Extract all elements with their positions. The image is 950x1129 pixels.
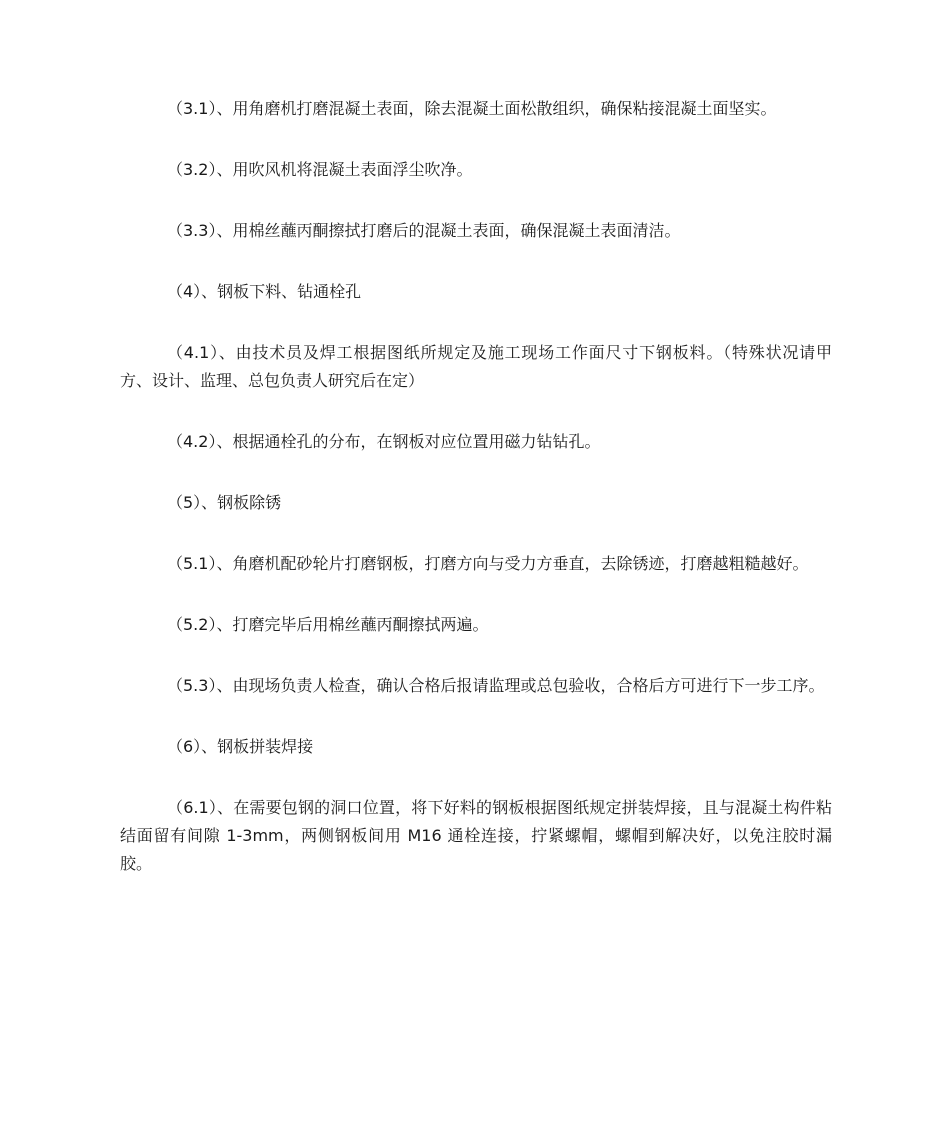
document-page — [120, 95, 832, 911]
paragraph-4-1: （4.1）、由技术员及焊工根据图纸所规定及施工现场工作面尺寸下钢板料。（特殊状况请甲方、设计、监理、总包负责人研究后在定） — [120, 343, 832, 390]
paragraph-5-2: （5.2）、打磨完毕后用棉丝蘸丙酮擦拭两遍。 — [167, 615, 489, 634]
paragraph-5-1: （5.1）、角磨机配砂轮片打磨钢板，打磨方向与受力方垂直，去除锈迹，打磨越粗糙越好。 — [167, 554, 809, 573]
section-heading-6: （6）、钢板拼装焊接 — [167, 737, 314, 756]
paragraph-3-3: （3.3）、用棉丝蘸丙酮擦拭打磨后的混凝土表面，确保混凝土表面清洁。 — [167, 221, 681, 240]
paragraph-5-3: （5.3）、由现场负责人检查，确认合格后报请监理或总包验收，合格后方可进行下一步工序。 — [167, 676, 825, 695]
paragraph-3-1: （3.1）、用角磨机打磨混凝土表面，除去混凝土面松散组织，确保粘接混凝土面坚实。 — [167, 99, 777, 118]
section-heading-4: （4）、钢板下料、钻通栓孔 — [167, 282, 362, 301]
paragraph-3-2: （3.2）、用吹风机将混凝土表面浮尘吹净。 — [167, 160, 473, 179]
section-heading-5: （5）、钢板除锈 — [167, 493, 282, 512]
paragraph-6-1: （6.1）、在需要包钢的洞口位置，将下好料的钢板根据图纸规定拼装焊接，且与混凝土构件粘结面留有间隙 1-3mm，两侧钢板间用 M16 通栓连接，拧紧螺帽，螺帽到解决好，以免注胶时漏胶。 — [120, 798, 832, 873]
paragraph-4-2: （4.2）、根据通栓孔的分布，在钢板对应位置用磁力钻钻孔。 — [167, 432, 601, 451]
